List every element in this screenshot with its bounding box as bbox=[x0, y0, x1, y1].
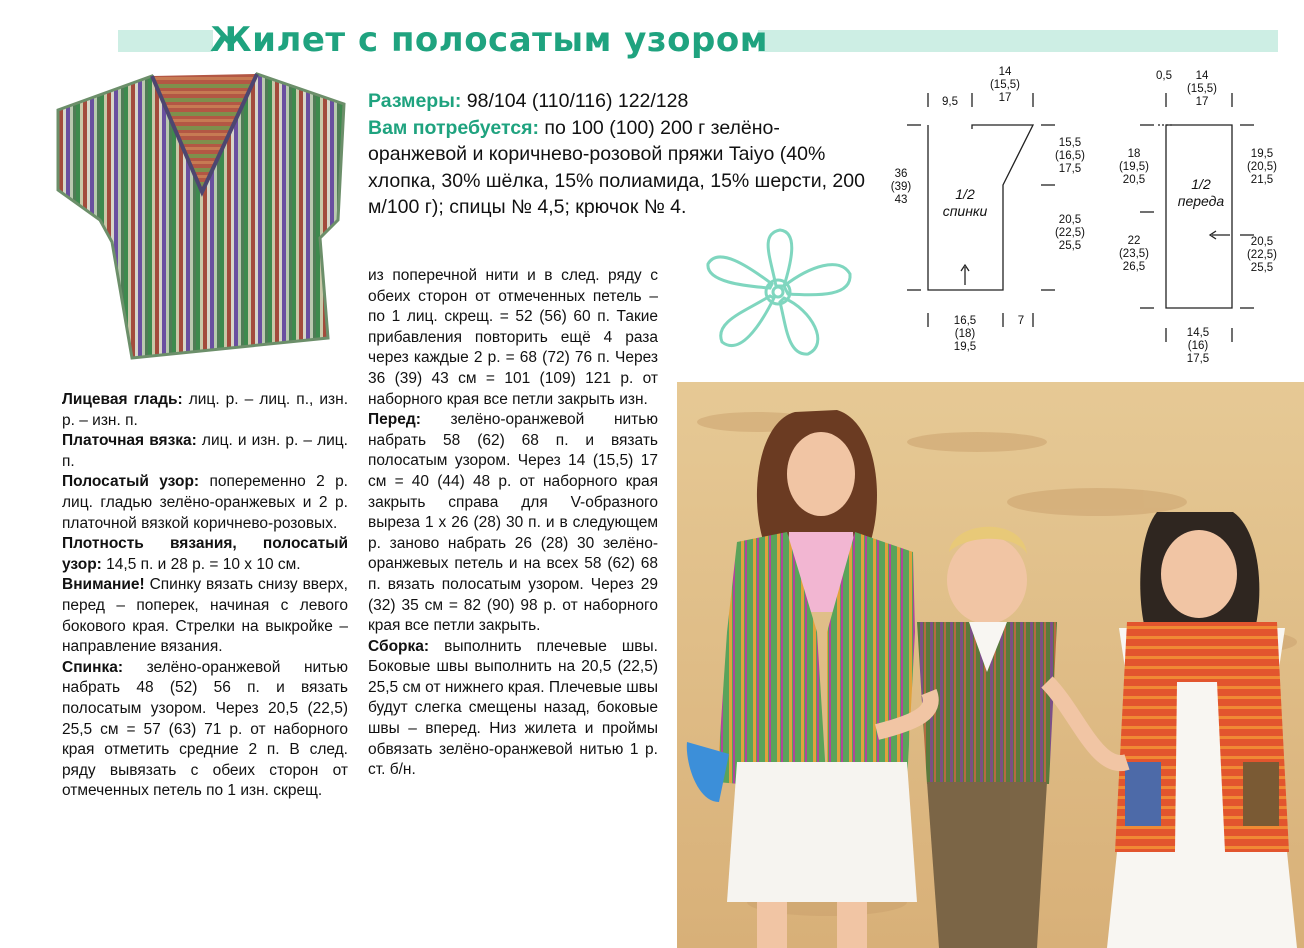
col1-p1-label: Лицевая гладь: bbox=[62, 391, 183, 408]
col1-p4-text: 14,5 п. и 28 р. = 10 х 10 см. bbox=[101, 555, 301, 573]
back-dim-bottom-right: 7 bbox=[1017, 315, 1025, 327]
col2-p2-label: Перед: bbox=[368, 411, 421, 429]
col1-p2-label: Платочная вязка: bbox=[62, 432, 197, 450]
front-dim-left-top: 18 (19,5) 20,5 bbox=[1118, 148, 1150, 186]
col1-p3-text: попеременно 2 р. лиц. гладью зелёно-оранжевых и 2 р. платочной вязкой коричнево-розовых. bbox=[62, 473, 348, 532]
back-dim-right-bottom: 20,5 (22,5) 25,5 bbox=[1054, 214, 1086, 252]
front-label-1: 1/2 bbox=[1191, 176, 1211, 192]
sizes-value: 98/104 (110/116) 122/128 bbox=[466, 90, 689, 112]
back-label-2: спинки bbox=[942, 203, 988, 219]
col2-p1-text: из поперечной нити и в след. ряду с обеих сторон от отмеченных петель – по 1 лиц. скрещ. = 52 (56) 60 п. Такие прибавления повторить ещё 4 раза через каждые 2 р. = 68 (72) 76 п. Через 36 (39) 43 см = 101 (109) 121 р. от наборного края все петли закрыть изн. bbox=[368, 267, 658, 408]
sizes-label: Размеры: bbox=[368, 90, 462, 112]
col1-p5-label: Внимание! bbox=[62, 576, 145, 594]
front-dim-bottom: 14,5 (16) 17,5 bbox=[1186, 327, 1210, 365]
front-dim-right-top: 19,5 (20,5) 21,5 bbox=[1246, 148, 1278, 186]
col2-p3-label: Сборка: bbox=[368, 637, 430, 655]
col1-p2-text: лиц. и изн. р. – лиц. п. bbox=[62, 432, 348, 470]
pattern-front-diagram bbox=[1120, 85, 1280, 350]
flower-decoration bbox=[700, 226, 860, 366]
front-dim-top-left: 0,5 bbox=[1156, 70, 1172, 82]
vest-photo bbox=[52, 70, 352, 362]
col2-p2-text: зелёно-оранжевой нитью набрать 58 (62) 68 п. и вязать полосатым узором. Через 14 (15,5) 17 см = 40 (44) 48 р. от наборного края закрыть справа для V-образного выреза 1 х 26 (28) 30 п. и в следующем р. заново набрать 26 (28) 30 зелёно-оранжевых петель и на всех 58 (62) 68 п. вязать полосатым узором. Через 29 (32) 35 см = 82 (90) 98 р. от наборного края все петли закрыть. bbox=[368, 411, 658, 635]
needs-value: по 100 (100) 200 г зелёно-оранжевой и коричнево-розовой пряжи Taiyo (40% хлопка, 30% шёлка, 15% полиамида, 15% шерсти, 200 м/100 г); спицы № 4,5; крючок № 4. bbox=[368, 116, 865, 218]
back-dim-bottom: 16,5 (18) 19,5 bbox=[953, 315, 977, 353]
page-title: Жилет с полосатым узором bbox=[210, 20, 768, 60]
col1-p5-text: Спинку вязать снизу вверх, перед – поперек, начиная с левого бокового края. Стрелки на выкройке – направление вязания. bbox=[62, 576, 348, 656]
needs-label: Вам потребуется: bbox=[368, 116, 539, 139]
col1-p3-label: Полосатый узор: bbox=[62, 473, 200, 491]
col1-p4-label: Плотность вязания, полосатый узор: bbox=[62, 535, 348, 573]
children-photo bbox=[677, 382, 1304, 948]
back-dim-right-top: 15,5 (16,5) 17,5 bbox=[1054, 137, 1086, 175]
title-band-left bbox=[118, 30, 213, 52]
front-dim-top: 14 (15,5) 17 bbox=[1186, 70, 1218, 108]
text-column-left bbox=[62, 390, 348, 802]
col1-p6-label: Спинка: bbox=[62, 658, 123, 676]
back-dim-top-left: 9,5 bbox=[942, 96, 958, 108]
back-dim-left: 36 (39) 43 bbox=[890, 168, 912, 206]
back-label-1: 1/2 bbox=[955, 186, 975, 202]
front-label-2: переда bbox=[1177, 193, 1225, 209]
specs-block bbox=[368, 88, 873, 221]
text-column-middle bbox=[368, 266, 658, 781]
front-dim-right-bottom: 20,5 (22,5) 25,5 bbox=[1246, 236, 1278, 274]
back-dim-top: 14 (15,5) 17 bbox=[989, 66, 1021, 104]
col1-p1-text: лиц. р. – лиц. п., изн. р. – изн. п. bbox=[62, 391, 348, 429]
col2-p3-text: выполнить плечевые швы. Боковые швы выполнить на 20,5 (22,5) 25,5 см от нижнего края. Плечевые швы будут слегка смещены назад, боковые швы – вперед. Низ жилета и проймы обвязать зелёно-оранжевой нитью 1 р. ст. б/н. bbox=[368, 637, 659, 779]
title-band-right bbox=[758, 30, 1278, 52]
col1-p6-text: зелёно-оранжевой нитью набрать 48 (52) 56 п. и вязать полосатым узором. Через 20,5 (22,5) 25,5 см = 57 (63) 71 р. от наборного края отметить средние 2 п. В след. ряду вывязать с обеих сторон от отмеченных петель по 1 изн. скрещ. bbox=[62, 658, 348, 800]
front-dim-left-bottom: 22 (23,5) 26,5 bbox=[1118, 235, 1150, 273]
